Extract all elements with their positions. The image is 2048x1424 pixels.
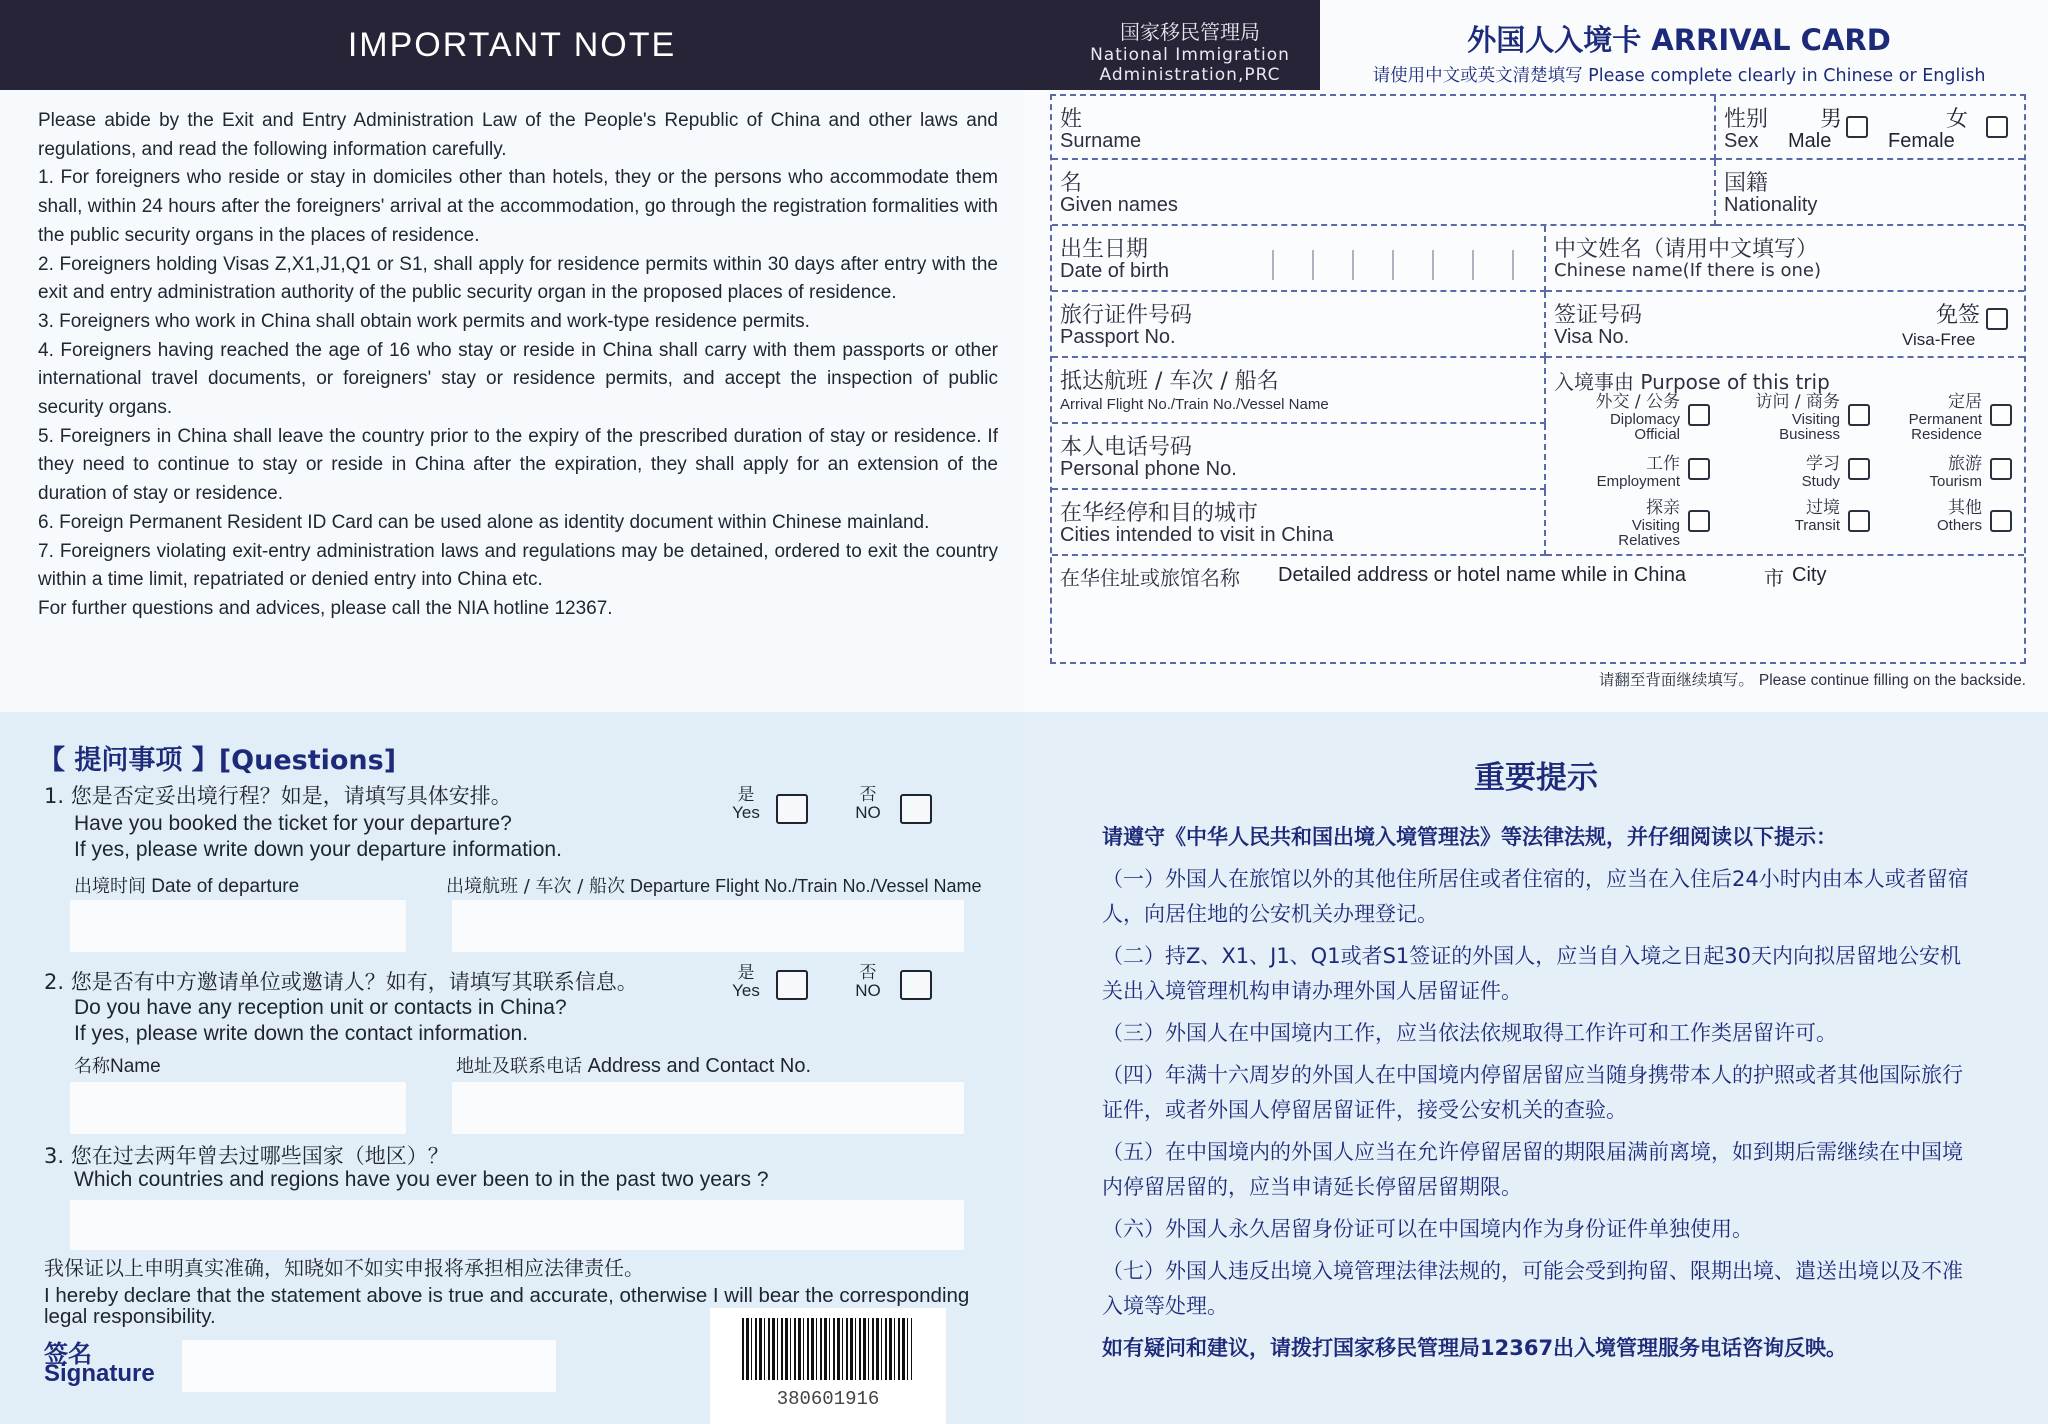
- purpose-option-en: Employment: [1596, 473, 1680, 490]
- question-1-en-2: If yes, please write down your departure information.: [74, 838, 562, 861]
- q1-no-label: [846, 786, 890, 822]
- male-checkbox[interactable]: [1846, 116, 1868, 138]
- departure-flight-label-en: Departure Flight No./Train No./Vessel Name: [630, 876, 982, 896]
- question-1-en-1: Have you booked the ticket for your departure?: [74, 812, 512, 835]
- agency-name-zh: 国家移民管理局: [1120, 20, 1260, 44]
- address-label-zh: 在华住址或旅馆名称: [1060, 566, 1240, 590]
- departure-date-label-zh: 出境时间: [74, 876, 146, 897]
- nationality-field[interactable]: [1716, 160, 2024, 226]
- q1-no-label-zh: 否: [859, 785, 877, 804]
- purpose-option-en: Visiting: [1631, 517, 1680, 534]
- purpose-option-en: Study: [1801, 473, 1840, 490]
- sex-field: [1716, 96, 2024, 160]
- purpose-title: [1554, 366, 1830, 395]
- card-subtitle-en: Please complete clearly in Chinese or English: [1588, 66, 1986, 86]
- purpose-option-zh: 工作: [1646, 454, 1680, 474]
- cities-field[interactable]: [1052, 490, 1546, 556]
- phone-label-zh: 本人电话号码: [1060, 435, 1193, 460]
- note-paragraph: 3. Foreigners who work in China shall obtain work permits and work-type residence permits.: [38, 310, 810, 332]
- purpose-option-business: [1706, 392, 1840, 442]
- arrival-flight-label-zh: 抵达航班 / 车次 / 船名: [1060, 369, 1279, 394]
- declaration-zh: 我保证以上申明真实准确，知晓如不如实申报将承担相应法律责任。: [44, 1256, 644, 1280]
- purpose-title-en: Purpose of this trip: [1640, 370, 1830, 394]
- surname-label-zh: 姓: [1060, 107, 1083, 132]
- nationality-label-zh: 国籍: [1724, 171, 1769, 196]
- signature-label-en: Signature: [44, 1360, 155, 1387]
- countries-visited-input[interactable]: [70, 1200, 964, 1250]
- arrival-flight-label-en: Arrival Flight No./Train No./Vessel Name: [1060, 396, 1329, 413]
- q2-no-label-en: NO: [855, 981, 881, 1000]
- important-tips-body: [1102, 820, 1972, 1366]
- purpose-title-zh: 入境事由: [1554, 370, 1634, 394]
- visa-label-en: Visa No.: [1554, 326, 1630, 348]
- q1-yes-label-zh: 是: [737, 785, 755, 804]
- purpose-option-residence: [1876, 392, 1982, 442]
- q1-no-label-en: NO: [855, 803, 881, 822]
- purpose-option-en: Tourism: [1929, 473, 1982, 490]
- surname-field[interactable]: [1052, 96, 1716, 160]
- q1-yes-label-en: Yes: [732, 803, 760, 822]
- note-paragraph: 5. Foreigners in China shall leave the country prior to the expiry of the prescribed duration of stay or residence. If they need to continue to stay or reside in China after the expiration, they shall apply for an extension of the duration of stay or residence.: [38, 425, 998, 505]
- important-tips-item: （六）外国人永久居留身份证可以在中国境内作为身份证件单独使用。: [1102, 1217, 1753, 1241]
- contact-address-label-en: Address and Contact No.: [587, 1055, 812, 1077]
- barcode-icon: [742, 1318, 912, 1380]
- purpose-section: [1546, 358, 2024, 556]
- purpose-option-tourism: [1876, 454, 1982, 489]
- purpose-option-others: [1876, 498, 1982, 533]
- departure-date-label: [74, 872, 299, 898]
- q2-no-checkbox[interactable]: [900, 970, 932, 1000]
- important-tips-outro: 如有疑问和建议，请拨打国家移民管理局12367出入境管理服务电话咨询反映。: [1102, 1336, 1848, 1360]
- departure-flight-label-zh: 出境航班 / 车次 / 船次: [446, 876, 626, 897]
- address-field[interactable]: [1052, 556, 2024, 662]
- given-names-label-zh: 名: [1060, 171, 1083, 196]
- q1-no-checkbox[interactable]: [900, 794, 932, 824]
- note-body: [38, 107, 998, 624]
- agency-name-en-1: National Immigration: [1090, 45, 1290, 65]
- important-tips-item: （五）在中国境内的外国人应当在允许停留居留的期限届满前离境，如到期后需继续在中国境内停留居留的，应当申请延长停留居留期限。: [1102, 1140, 1963, 1199]
- transit-checkbox[interactable]: [1848, 510, 1870, 532]
- questions-heading-zh: 【 提问事项 】: [38, 745, 219, 776]
- contact-address-label-zh: 地址及联系电话: [456, 1056, 582, 1077]
- departure-date-label-en: Date of departure: [151, 876, 300, 897]
- agency-name-en-2: Administration,PRC: [1099, 65, 1281, 85]
- question-3-en: Which countries and regions have you ever been to in the past two years ?: [74, 1168, 769, 1191]
- purpose-option-en: Relatives: [1618, 532, 1680, 549]
- others-checkbox[interactable]: [1990, 510, 2012, 532]
- sex-label-zh: 性别: [1724, 107, 1769, 132]
- purpose-option-transit: [1706, 498, 1840, 533]
- purpose-option-zh: 其他: [1948, 498, 1982, 518]
- visa-label-zh: 签证号码: [1554, 303, 1643, 328]
- q2-no-label: [846, 964, 890, 1000]
- female-checkbox[interactable]: [1986, 116, 2008, 138]
- card-title: 外国人入境卡 ARRIVAL CARD: [1467, 23, 1891, 57]
- note-title: IMPORTANT NOTE: [347, 26, 677, 64]
- male-label-en: Male: [1788, 130, 1832, 152]
- cities-label-en: Cities intended to visit in China: [1060, 524, 1334, 546]
- date-of-birth-field[interactable]: [1052, 226, 1546, 292]
- purpose-option-en: Business: [1779, 426, 1840, 443]
- business-checkbox[interactable]: [1848, 404, 1870, 426]
- visa-free-label-en: Visa-Free: [1902, 330, 1976, 349]
- purpose-option-zh: 探亲: [1646, 498, 1680, 518]
- questions-heading-en: [Questions]: [218, 745, 397, 776]
- purpose-option-en: Official: [1634, 426, 1680, 443]
- card-subtitle-zh: 请使用中文或英文清楚填写: [1372, 66, 1583, 86]
- passport-label-zh: 旅行证件号码: [1060, 303, 1193, 328]
- barcode-number: 380601916: [776, 1388, 880, 1410]
- q2-yes-label-en: Yes: [732, 981, 760, 1000]
- address-label-en: Detailed address or hotel name while in China: [1278, 564, 1687, 586]
- female-label-zh: 女: [1946, 107, 1969, 132]
- purpose-option-zh: 访问 / 商务: [1755, 392, 1840, 412]
- q2-yes-label-zh: 是: [737, 963, 755, 982]
- note-paragraph: 6. Foreign Permanent Resident ID Card can be used alone as identity document within Chinese mainland.: [38, 511, 930, 533]
- note-paragraph: 1. For foreigners who reside or stay in domiciles other than hotels, they or the persons who accommodate them shall, within 24 hours after the foreigners' arrival at the accommodation, go through the registration formalities with the public security organs in the places of residence.: [38, 167, 998, 246]
- purpose-option-zh: 学习: [1806, 454, 1840, 474]
- visa-free-label-zh: 免签: [1936, 303, 1981, 328]
- note-paragraph: 7. Foreigners violating exit-entry administration laws and regulations may be detained, ordered to exit the country within a time limit, repatriated or denied entry into China etc.: [38, 540, 998, 591]
- important-tips-item: （七）外国人违反出境入境管理法律法规的，可能会受到拘留、限期出境、遣送出境以及不准入境等处理。: [1102, 1259, 1963, 1318]
- purpose-option-en: Diplomacy: [1609, 411, 1680, 428]
- purpose-option-zh: 过境: [1806, 498, 1840, 518]
- q1-yes-checkbox[interactable]: [776, 794, 808, 824]
- barcode-block: [710, 1308, 946, 1424]
- cities-label-zh: 在华经停和目的城市: [1060, 501, 1259, 526]
- important-tips-item: （二）持Z、X1、J1、Q1或者S1签证的外国人，应当自入境之日起30天内向拟居留地公安机关出入境管理机构申请办理外国人居留证件。: [1102, 944, 1961, 1003]
- tourism-checkbox[interactable]: [1990, 458, 2012, 480]
- purpose-option-en: Others: [1936, 517, 1982, 534]
- nationality-label-en: Nationality: [1724, 194, 1818, 216]
- continue-note-zh: 请翻至背面继续填写。: [1598, 671, 1754, 689]
- phone-number-field[interactable]: [1052, 424, 1546, 490]
- visa-free-checkbox[interactable]: [1986, 308, 2008, 330]
- important-tips-title: 重要提示: [1474, 760, 1598, 796]
- contact-name-input[interactable]: [70, 1082, 406, 1134]
- question-2-en-1: Do you have any reception unit or contacts in China?: [74, 996, 567, 1019]
- purpose-option-relatives: [1550, 498, 1680, 548]
- question-2-en-2: If yes, please write down the contact information.: [74, 1022, 529, 1045]
- q1-yes-label: [726, 786, 766, 822]
- purpose-option-en: Transit: [1794, 517, 1840, 534]
- chinese-name-label-zh: 中文姓名（请用中文填写）: [1554, 237, 1819, 262]
- q2-no-label-zh: 否: [859, 963, 877, 982]
- departure-flight-input[interactable]: [452, 900, 964, 952]
- signature-label-zh: 签名: [44, 1340, 92, 1368]
- note-paragraph: 4. Foreigners having reached the age of 16 who stay or reside in China shall carry with them passports or other international travel documents, or foreigners' stay or residence permits, and accept the inspection of public security organs.: [38, 339, 998, 419]
- city-label-en: City: [1792, 564, 1827, 586]
- continue-note: [1050, 668, 2026, 690]
- declaration-en: I hereby declare that the statement above is true and accurate, otherwise I will bear the corresponding legal responsibility.: [44, 1284, 970, 1328]
- arrival-flight-field[interactable]: [1052, 358, 1546, 424]
- arrival-form: [1050, 94, 2026, 664]
- visa-number-field[interactable]: [1546, 292, 2024, 358]
- purpose-option-diplomacy: [1550, 392, 1680, 442]
- purpose-option-employment: [1550, 454, 1680, 489]
- important-tips-intro: 请遵守《中华人民共和国出境入境管理法》等法律法规，并仔细阅读以下提示：: [1102, 825, 1837, 849]
- note-paragraph: Please abide by the Exit and Entry Administration Law of the People's Republic of China and other laws and regulations, and read the following information carefully.: [38, 110, 998, 160]
- purpose-option-en: Permanent: [1908, 411, 1982, 428]
- dob-label-en: Date of birth: [1060, 260, 1169, 282]
- chinese-name-label-en: Chinese name(If there is one): [1554, 260, 1822, 281]
- contact-name-label-en: Name: [110, 1056, 161, 1077]
- agency-block: [1060, 0, 1320, 90]
- contact-address-input[interactable]: [452, 1082, 964, 1134]
- q2-yes-label: [726, 964, 766, 1000]
- departure-date-input[interactable]: [70, 900, 406, 952]
- important-tips-item: （四）年满十六周岁的外国人在中国境内停留居留应当随身携带本人的护照或者其他国际旅行证件，或者外国人停留居留证件，接受公安机关的查验。: [1102, 1063, 1963, 1122]
- question-1-zh: 1. 您是否定妥出境行程？如是，请填写具体安排。: [44, 784, 512, 808]
- sex-label-en: Sex: [1724, 130, 1759, 152]
- study-checkbox[interactable]: [1848, 458, 1870, 480]
- given-names-field[interactable]: [1052, 160, 1716, 226]
- passport-number-field[interactable]: [1052, 292, 1546, 358]
- chinese-name-field[interactable]: [1546, 226, 2024, 292]
- purpose-option-study: [1706, 454, 1840, 489]
- purpose-option-en: Residence: [1911, 426, 1982, 443]
- residence-checkbox[interactable]: [1990, 404, 2012, 426]
- question-2-zh: 2. 您是否有中方邀请单位或邀请人？如有，请填写其联系信息。: [44, 970, 638, 994]
- note-paragraph: For further questions and advices, please call the NIA hotline 12367.: [38, 597, 613, 619]
- card-subtitle: [1310, 62, 2048, 87]
- questions-heading: [38, 738, 396, 777]
- purpose-option-zh: 外交 / 公务: [1595, 392, 1680, 412]
- given-names-label-en: Given names: [1060, 194, 1178, 216]
- female-label-en: Female: [1888, 130, 1955, 152]
- continue-note-en: Please continue filling on the backside.: [1758, 672, 2026, 689]
- departure-flight-label: [446, 872, 982, 898]
- purpose-option-zh: 定居: [1948, 392, 1982, 412]
- phone-label-en: Personal phone No.: [1060, 458, 1237, 480]
- male-label-zh: 男: [1820, 107, 1843, 132]
- contact-address-label: [456, 1052, 811, 1078]
- question-3-zh: 3. 您在过去两年曾去过哪些国家（地区）？: [44, 1144, 449, 1168]
- city-label-zh: 市: [1764, 566, 1784, 590]
- purpose-option-en: Visiting: [1791, 411, 1840, 428]
- surname-label-en: Surname: [1060, 130, 1142, 152]
- important-tips-item: （一）外国人在旅馆以外的其他住所居住或者住宿的，应当在入住后24小时内由本人或者留宿人，向居住地的公安机关办理登记。: [1102, 867, 1969, 926]
- passport-label-en: Passport No.: [1060, 326, 1176, 348]
- dob-digit-separators: [1234, 250, 1514, 280]
- contact-name-label-zh: 名称: [74, 1056, 110, 1077]
- note-paragraph: 2. Foreigners holding Visas Z,X1,J1,Q1 or S1, shall apply for residence permits within 30 days after entry with the exit and entry administration authority of the public security organ in the proposed places of residence.: [38, 253, 998, 304]
- purpose-option-zh: 旅游: [1948, 454, 1982, 474]
- important-tips-item: （三）外国人在中国境内工作，应当依法依规取得工作许可和工作类居留许可。: [1102, 1021, 1837, 1045]
- q2-yes-checkbox[interactable]: [776, 970, 808, 1000]
- contact-name-label: [74, 1052, 161, 1078]
- signature-input[interactable]: [182, 1340, 556, 1392]
- dob-label-zh: 出生日期: [1060, 237, 1149, 262]
